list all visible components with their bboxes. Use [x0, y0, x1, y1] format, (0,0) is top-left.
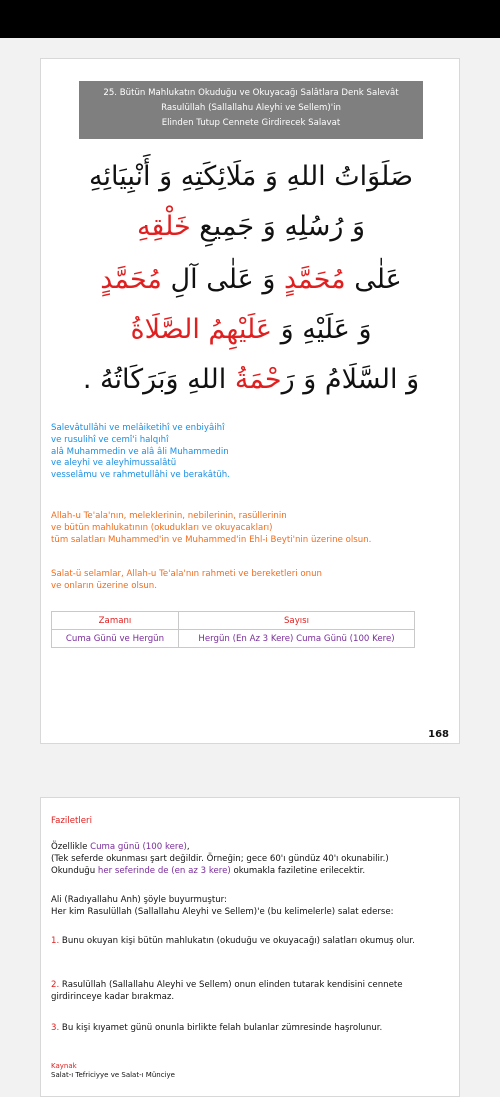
title-line-2: Rasulüllah (Sallallahu Aleyhi ve Sellem)'in [161, 103, 341, 113]
title-line-3: Elinden Tutup Cennete Girdirecek Salavat [161, 118, 341, 128]
source-note [51, 1062, 451, 1080]
table-cell-time: Cuma Günü ve Hergün [52, 630, 179, 648]
meaning-line: Salat-ü selamlar, Allah-u Te'ala'nın rahmeti ve bereketleri onun [51, 569, 322, 579]
virtue-item-2 [51, 980, 451, 1004]
text: okumakla faziletine erilecektir. [230, 865, 366, 876]
document-page-virtues [40, 797, 460, 1097]
meaning-line: Allah-u Te'ala'nın, meleklerinin, nebilerinin, rasüllerinin [51, 511, 287, 521]
text: , [186, 842, 190, 852]
document-page-168 [40, 58, 460, 744]
arabic-text: وَ عَلٰى آلِ [161, 264, 284, 295]
recitation-times-table [51, 611, 415, 648]
salavat-title-box [79, 81, 423, 139]
source-label: Kaynak [51, 1062, 77, 1070]
table-cell-count: Hergün (En Az 3 Kere) Cuma Günü (100 Kere) [179, 630, 415, 648]
arabic-text-highlight: مُحَمَّدٍ [283, 264, 346, 295]
paragraph-line [51, 842, 451, 854]
transliteration-line: vesselâmu ve rahmetullâhi ve berakâtüh. [51, 470, 230, 481]
transliteration [51, 423, 451, 482]
arabic-text: وَ رُسُلِهِ وَ جَمِيعِ [190, 211, 366, 242]
meaning-line: tüm salatları Muhammed'in ve Muhammed'in Ehl-i Beyti'nin üzerine olsun. [51, 534, 372, 545]
status-bar [0, 0, 500, 38]
virtues-paragraph-2 [51, 895, 451, 919]
transliteration-line: Salevâtullâhi ve melâiketihî ve enbiyâihî [51, 423, 225, 433]
transliteration-line: ve aleyhi ve aleyhimussalâtü [51, 458, 177, 469]
arabic-line-4 [41, 314, 461, 345]
text-highlight: Cuma günü (100 kere) [90, 842, 187, 852]
item-number: 3. [51, 1023, 60, 1033]
meaning-line: ve bütün mahlukatının (okudukları ve okuyacakları) [51, 522, 273, 533]
meaning-paragraph-2 [51, 569, 451, 593]
virtue-item-3 [51, 1023, 451, 1035]
item-text: Bunu okuyan kişi bütün mahlukatın (okuduğu ve okuyacağı) salatları okumuş olur. [59, 936, 415, 946]
arabic-line-5 [41, 364, 461, 395]
virtues-paragraph-1 [51, 842, 451, 877]
table-header-time: Zamanı [52, 612, 179, 630]
arabic-text: صَلَوَاتُ اللهِ وَ مَلَائِكَتِهِ وَ أَنْبِيَائِهِ [88, 161, 413, 192]
arabic-text-highlight: خَلْقِهِ [136, 211, 191, 242]
paragraph-line: Her kim Rasulüllah (Sallallahu Aleyhi ve Sellem)'e (bu kelimelerle) salat ederse: [51, 906, 394, 917]
table-row [52, 630, 415, 648]
transliteration-line: alâ Muhammedin ve alâ âli Muhammedin [51, 446, 229, 457]
arabic-text-highlight: عَلَيْهِمُ الصَّلَاةُ [130, 314, 273, 345]
text: Okunduğu [51, 865, 98, 876]
arabic-line-2 [41, 211, 461, 242]
source-text: Salat-ı Tefriciyye ve Salat-ı Münciye [51, 1071, 175, 1079]
item-number: 2. [51, 980, 60, 990]
item-text: Bu kişi kıyamet günü onunla birlikte felah bulanlar zümresinde haşrolunur. [59, 1023, 383, 1033]
arabic-text: وَ عَلَيْهِ وَ [272, 314, 372, 345]
arabic-text: عَلٰى [345, 264, 402, 295]
arabic-text-highlight: مُحَمَّدٍ [100, 264, 162, 295]
item-text: Rasulüllah (Sallallahu Aleyhi ve Sellem) onun elinden tutarak kendisini cennete girdirinceye kadar bırakmaz. [51, 980, 403, 1002]
paragraph-line: Ali (Radıyallahu Anh) şöyle buyurmuştur: [51, 895, 227, 905]
text: Özellikle [51, 842, 91, 852]
page-number: 168 [428, 729, 449, 740]
section-heading: Faziletleri [51, 816, 92, 826]
transliteration-line: ve rusulihî ve cemî'i halqıhî [51, 434, 169, 445]
text-highlight: her seferinde de (en az 3 kere) [97, 865, 231, 876]
meaning-paragraph-1 [51, 511, 451, 546]
arabic-text-highlight: حْمَةُ [234, 364, 282, 395]
arabic-line-3 [41, 264, 461, 295]
table-header-count: Sayısı [179, 612, 415, 630]
virtue-item-1 [51, 936, 451, 948]
arabic-line-1 [41, 161, 461, 192]
paragraph-line: (Tek seferde okunması şart değildir. Örneğin; gece 60'ı gündüz 40'ı okunabilir.) [51, 853, 389, 864]
arabic-text: وَ السَّلَامُ وَ رَ [281, 364, 420, 395]
meaning-line: ve onların üzerine olsun. [51, 580, 157, 591]
item-number: 1. [51, 936, 60, 946]
paragraph-line [51, 866, 451, 878]
table-header-row [52, 612, 415, 630]
title-line-1: 25. Bütün Mahlukatın Okuduğu ve Okuyacağı Salâtlara Denk Salevât [103, 88, 399, 98]
arabic-text: اللهِ وَبَرَكَاتُهُ . [82, 364, 235, 395]
